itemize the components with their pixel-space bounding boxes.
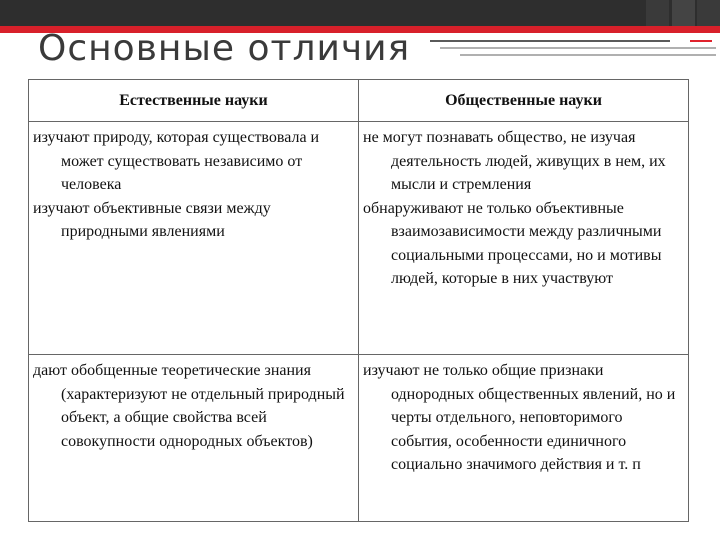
top-bar-segment [697,0,720,26]
comparison-table [28,79,689,522]
list-item: не могут познавать общество, не изучая деятельность людей, живущих в нем, их мысли и стремления [363,129,666,193]
top-bar-segment [646,0,669,26]
decorative-line [460,54,716,56]
table-cell [359,355,689,522]
list-item: изучают природу, которая существовала и может существовать независимо от человека [33,129,320,193]
table-row [29,355,689,522]
slide-title: Основные отличия [38,28,411,69]
list-item: дают обобщенные теоретические знания (характеризуют не отдельный природный объект, а общие свойства всей совокупности однородных объектов) [33,362,345,450]
header-natural-sciences: Естественные науки [29,80,359,122]
decorative-line [440,47,716,49]
header-social-sciences: Общественные науки [359,80,689,122]
decorative-line [690,40,712,42]
top-bar-segment [672,0,695,26]
top-bar [0,0,720,26]
table-cell [29,122,359,355]
decorative-line [430,40,670,42]
list-item: изучают объективные связи между природными явлениями [33,199,271,240]
table-row [29,122,689,355]
table-header-row [29,80,689,122]
table-cell [359,122,689,355]
table-cell [29,355,359,522]
list-item: обнаруживают не только объективные взаимозависимости между различными социальными процессами, но и мотивы людей, которые в них участвуют [363,199,662,287]
list-item: изучают не только общие признаки однородных общественных явлений, но и черты отдельного, неповторимого события, особенности единичного социально значимого действия и т. п [363,362,676,473]
